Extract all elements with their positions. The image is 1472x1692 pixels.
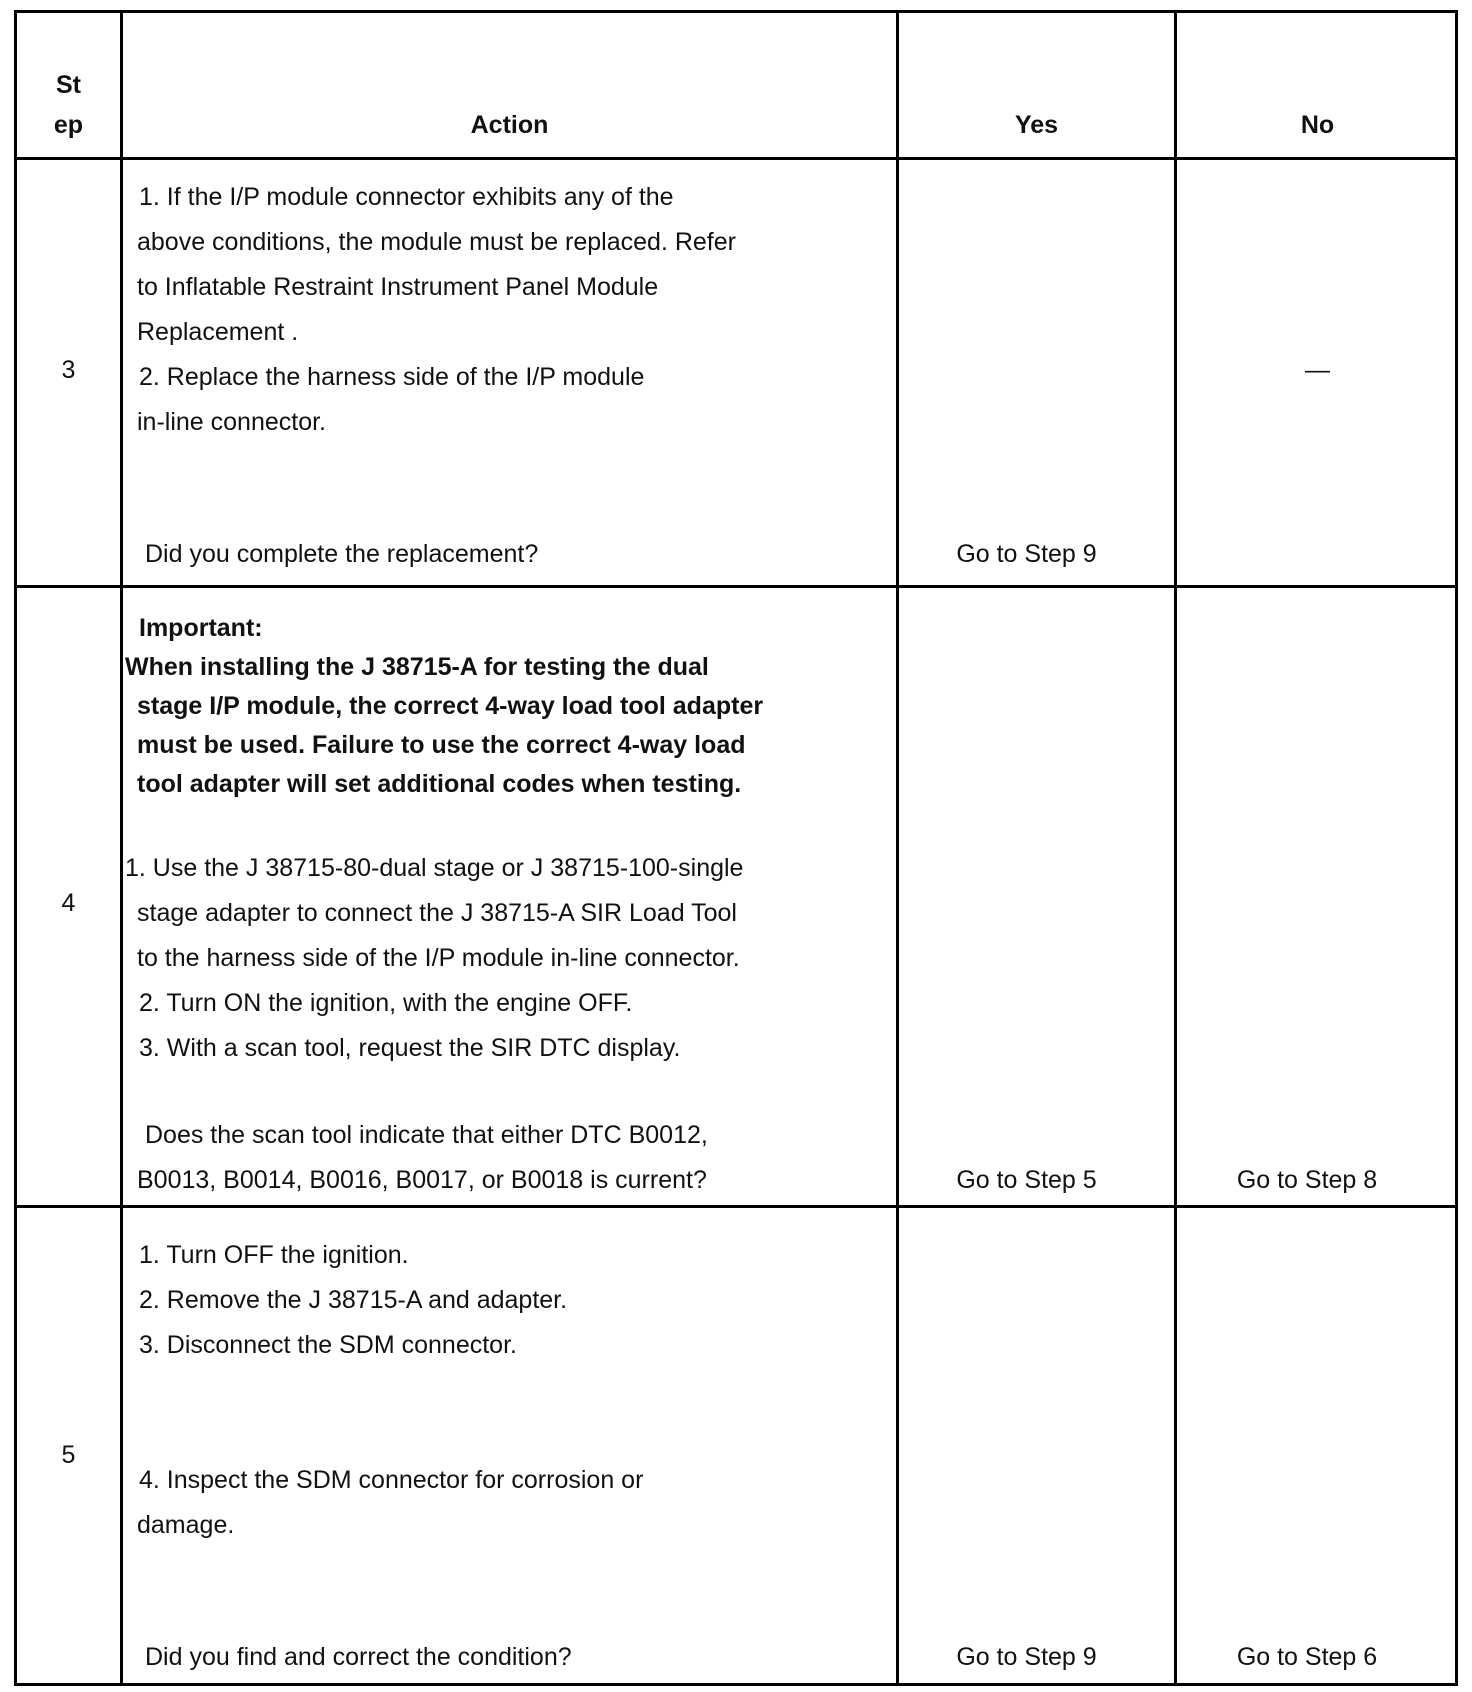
action-line: above conditions, the module must be replaced. Refer [137, 228, 736, 256]
action-line: to Inflatable Restraint Instrument Panel Module [137, 273, 659, 301]
action-line: to the harness side of the I/P module in-line connector. [137, 944, 740, 972]
yes-result: Go to Step 9 [956, 540, 1097, 568]
column-divider-yes [1174, 13, 1177, 1683]
action-line: 1. Use the J 38715-80-dual stage or J 38715-100-single [125, 854, 744, 882]
important-label: Important: [139, 614, 263, 642]
row-divider-4 [17, 1205, 1455, 1208]
action-line: 1. If the I/P module connector exhibits any of the [139, 183, 674, 211]
action-question: B0013, B0014, B0016, B0017, or B0018 is current? [137, 1166, 707, 1194]
diagnostic-table [14, 10, 1458, 1686]
important-line: stage I/P module, the correct 4-way load tool adapter [137, 692, 764, 720]
step-number: 4 [61, 889, 76, 917]
yes-result: Go to Step 5 [956, 1166, 1097, 1194]
action-line: 4. Inspect the SDM connector for corrosion or [139, 1466, 644, 1494]
important-line: tool adapter will set additional codes when testing. [137, 770, 742, 798]
action-line: Replacement . [137, 318, 299, 346]
header-step-line1: St [56, 71, 81, 99]
action-line: 1. Turn OFF the ignition. [139, 1241, 409, 1269]
header-yes: Yes [1014, 111, 1059, 139]
column-divider-step [120, 13, 123, 1683]
step-number: 3 [61, 356, 76, 384]
action-line: stage adapter to connect the J 38715-A SIR Load Tool [137, 899, 737, 927]
yes-result: Go to Step 9 [956, 1643, 1097, 1671]
action-line: 2. Turn ON the ignition, with the engine OFF. [139, 989, 633, 1017]
action-line: in-line connector. [137, 408, 327, 436]
action-line: 2. Remove the J 38715-A and adapter. [139, 1286, 568, 1314]
action-line: 2. Replace the harness side of the I/P module [139, 363, 645, 391]
important-line: must be used. Failure to use the correct 4-way load [137, 731, 746, 759]
header-no: No [1300, 111, 1335, 139]
important-line: When installing the J 38715-A for testing the dual [125, 653, 709, 681]
action-line: 3. With a scan tool, request the SIR DTC display. [139, 1034, 681, 1062]
action-question: Did you complete the replacement? [145, 540, 539, 568]
action-question: Does the scan tool indicate that either DTC B0012, [145, 1121, 708, 1149]
step-number: 5 [61, 1441, 76, 1469]
header-divider [17, 157, 1455, 160]
no-result: — [1305, 356, 1330, 384]
action-question: Did you find and correct the condition? [145, 1643, 572, 1671]
row-divider-3 [17, 585, 1455, 588]
no-result: Go to Step 8 [1236, 1166, 1378, 1194]
header-step-line2: ep [53, 111, 84, 139]
column-divider-action [896, 13, 899, 1683]
header-action: Action [470, 111, 549, 139]
no-result: Go to Step 6 [1236, 1643, 1378, 1671]
action-line: damage. [137, 1511, 235, 1539]
action-line: 3. Disconnect the SDM connector. [139, 1331, 517, 1359]
